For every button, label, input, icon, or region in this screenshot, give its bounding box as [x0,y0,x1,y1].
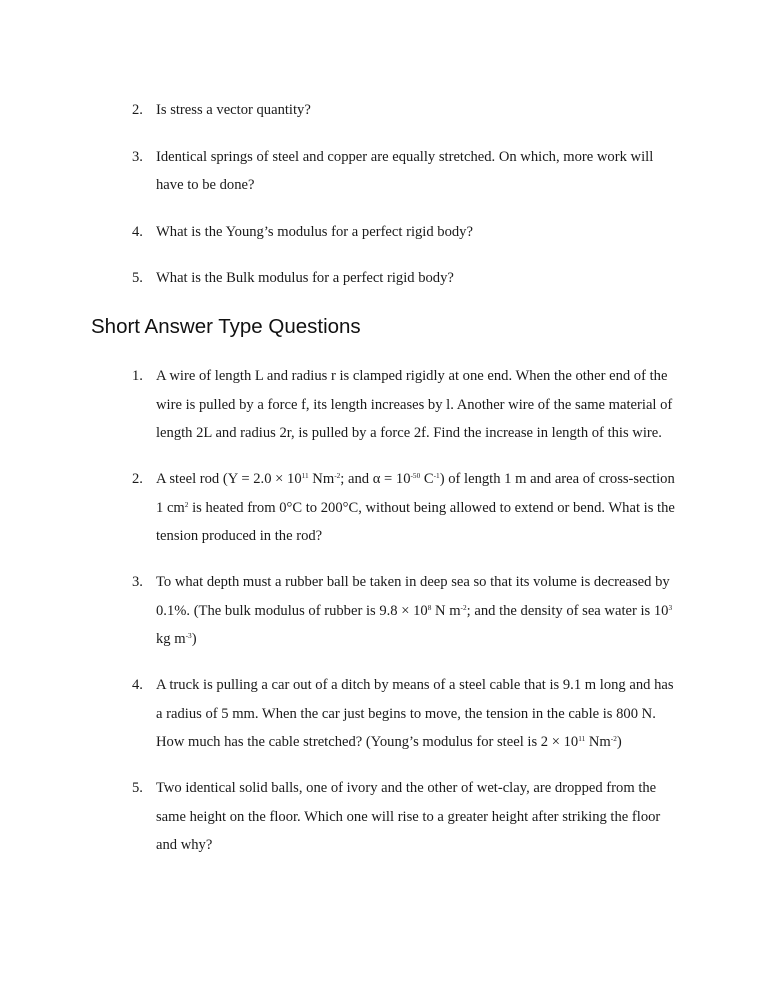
list-item [0,568,768,654]
text-run: A steel rod (Y = 2.0 × 10 [156,471,302,487]
superscript: -2 [460,602,467,612]
superscript: 11 [301,470,309,480]
question-number: 5. [132,270,143,286]
question-number: 2. [132,102,143,118]
list-item [0,465,768,551]
superscript: -2 [610,733,617,743]
superscript: -50 [410,470,421,480]
question-number: 3. [132,148,143,165]
text-run: N m [431,602,461,619]
text-run: is heated from 0°C to 200°C, without being allowed to extend or bend. What is the tension produced in the rod? [156,499,675,544]
section-heading: Short Answer Type Questions [91,315,361,338]
text-run: kg m [156,631,186,647]
superscript: -2 [334,470,341,480]
text-run: A truck is pulling a car out of a ditch by means of a steel cable that is 9.1 m long and has a radius of 5 mm. When the car just begins to move, the tension in the cable is 800 N. How much has the cable stretched? (Young’s modulus for steel is 2 × 10 [156,677,674,750]
text-run: ) [616,734,622,750]
superscript: 3 [668,602,673,612]
text-run: ) of length 1 m and area of cross-section 1 cm [156,471,675,516]
question-list-continued [0,96,768,311]
question-number: 5. [132,780,143,796]
question-text [156,471,675,544]
question-number: 4. [132,223,143,240]
superscript: 2 [184,499,189,509]
question-text: Two identical solid balls, one of ivory and the other of wet-clay, are dropped from the same height on the floor. Which one will rise to a greater height after striking the floor and why? [156,780,661,853]
question-number: 4. [132,677,143,693]
short-answer-question-list [0,362,768,877]
list-item [0,96,768,125]
question-text [156,574,672,647]
question-text: Identical springs of steel and copper are equally stretched. On which, more work will have to be done? [156,148,654,193]
text-run: ) [191,631,197,647]
list-item [0,671,768,757]
superscript: 8 [427,602,432,612]
text-run: To what depth must a rubber ball be taken in deep sea so that its volume is decreased by 0.1%. (The bulk modulus of rubber is 9.8 × 10 [156,574,670,619]
question-number: 2. [132,471,143,487]
superscript: 11 [578,733,586,743]
list-item [0,774,768,860]
text-run: C [420,471,434,487]
question-text: Is stress a vector quantity? [156,102,311,118]
question-text [156,677,674,750]
superscript: -1 [433,470,440,480]
list-item [0,218,768,247]
text-run: ; and α = 10 [340,471,411,487]
question-text: A wire of length L and radius r is clamped rigidly at one end. When the other end of the wire is pulled by a force f, its length increases by l. Another wire of the same material of length 2L and radius 2r, is pulled by a force 2f. Find the increase in length of this wire. [156,368,673,441]
text-run: Nm [585,734,611,750]
question-number: 3. [132,574,143,590]
list-item [0,143,768,200]
text-run: ; and the density of sea water is 10 [466,602,669,619]
superscript: -3 [185,630,192,640]
question-text: What is the Bulk modulus for a perfect rigid body? [156,270,454,286]
question-number: 1. [132,368,143,384]
list-item [0,362,768,448]
text-run: Nm [308,471,335,487]
list-item [0,264,768,293]
question-text: What is the Young’s modulus for a perfect rigid body? [156,223,473,240]
